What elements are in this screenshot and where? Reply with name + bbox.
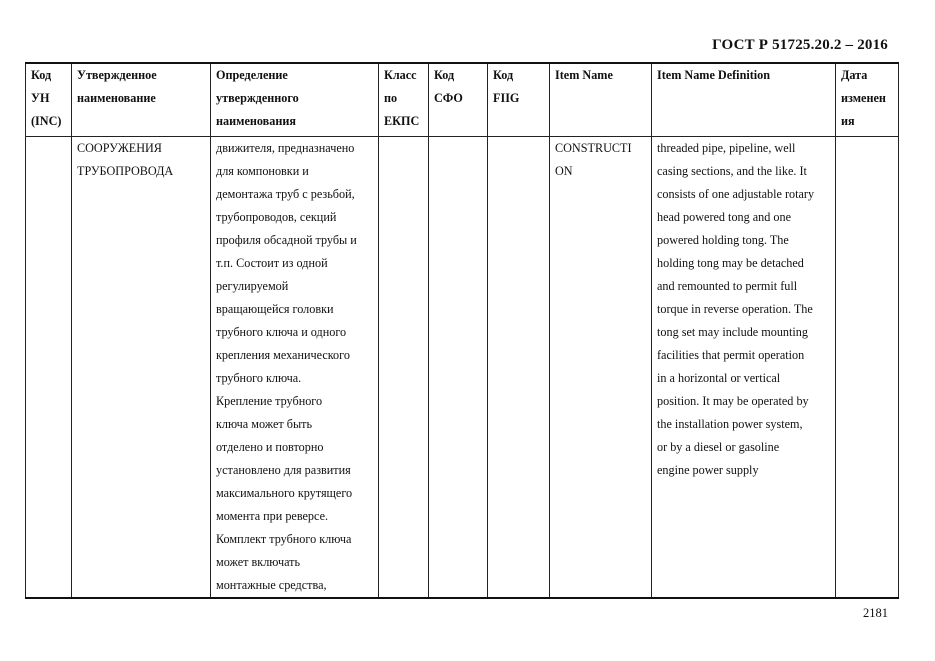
column-header-item-name: Item Name	[550, 63, 652, 136]
table-row	[26, 136, 899, 598]
cell-approved-name: СООРУЖЕНИЯ ТРУБОПРОВОДА	[72, 136, 211, 598]
page-number: 2181	[863, 606, 888, 620]
document-header: ГОСТ Р 51725.20.2 – 2016	[712, 37, 888, 53]
cell-definition: движителя, предназначено для компоновки и демонтажа труб с резьбой, трубопроводов, секций профиля обсадной трубы и т.п. Состоит из одной регулируемой вращающейся головки трубного ключа и одного крепления механического трубного ключа. Крепление трубного ключа может быть отделено и повторно установлено для развития максимального крутящего момента при реверсе. Комплект трубного ключа может включать монтажные средства,	[211, 136, 379, 598]
column-header-ekps-class: Класс по ЕКПС	[379, 63, 429, 136]
column-header-approved-name: Утвержденное наименование	[72, 63, 211, 136]
cell-item-name-definition: threaded pipe, pipeline, well casing sections, and the like. It consists of one adjustable rotary head powered tong and one powered holding tong. The holding tong may be detached and remounted to permit full torque in reverse operation. The tong set may include mounting facilities that permit operation in a horizontal or vertical position. It may be operated by the installation power system, or by a diesel or gasoline engine power supply	[652, 136, 836, 598]
standard-table	[25, 62, 899, 599]
cell-inc	[26, 136, 72, 598]
column-header-inc: Код УН (INC)	[26, 63, 72, 136]
column-header-item-name-definition: Item Name Definition	[652, 63, 836, 136]
cell-sfo	[429, 136, 488, 598]
column-header-change-date: Дата изменен ия	[836, 63, 899, 136]
column-header-fiig: Код FIIG	[488, 63, 550, 136]
column-header-sfo: Код СФО	[429, 63, 488, 136]
cell-fiig	[488, 136, 550, 598]
cell-ekps-class	[379, 136, 429, 598]
cell-change-date	[836, 136, 899, 598]
table-header-row	[26, 63, 899, 136]
cell-item-name: CONSTRUCTI ON	[550, 136, 652, 598]
column-header-definition: Определение утвержденного наименования	[211, 63, 379, 136]
